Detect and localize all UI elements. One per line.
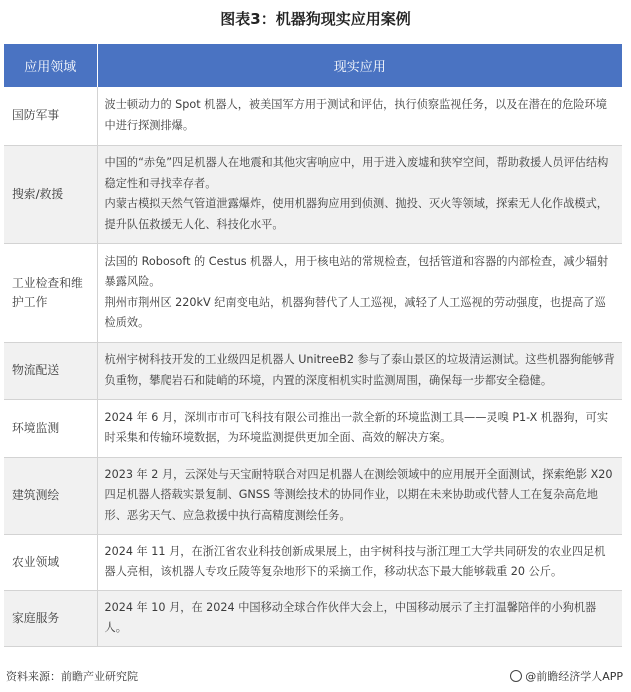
header-application: 现实应用 — [97, 44, 622, 87]
table-row — [4, 342, 622, 399]
header-field: 应用领域 — [4, 44, 97, 87]
row-paragraph: 波士顿动力的 Spot 机器人，被美国军方用于测试和评估，执行侦察监视任务，以及在潜在的危险环境中进行探测排爆。 — [104, 98, 607, 132]
row-category: 家庭服务 — [4, 590, 97, 646]
chart-title: 图表3：机器狗现实应用案例 — [220, 10, 411, 28]
row-paragraph: 法国的 Robosoft 的 Cestus 机器人，用于核电站的常规检查，包括管道和容器的内部检查，减少辐射暴露风险。 — [104, 254, 609, 288]
table-row — [4, 590, 622, 646]
row-category: 环境监测 — [4, 399, 97, 457]
table-header-row — [4, 44, 622, 87]
row-paragraph: 中国的“赤兔”四足机器人在地震和其他灾害响应中，用于进入废墟和狭窄空间，帮助救援人员评估结构稳定性和寻找幸存者。 — [104, 156, 609, 190]
row-description — [97, 342, 622, 399]
table-row — [4, 457, 622, 534]
row-paragraph: 荆州市荆州区 220kV 纪南变电站，机器狗替代了人工巡视，减轻了人工巡视的劳动强度，也提高了巡检质效。 — [104, 295, 606, 329]
row-description — [97, 457, 622, 534]
row-category: 国防军事 — [4, 87, 97, 145]
brand-logo-icon — [510, 670, 522, 682]
row-description — [97, 399, 622, 457]
application-table — [4, 44, 622, 647]
table-row — [4, 145, 622, 243]
row-paragraph: 内蒙古模拟天然气管道泄露爆炸，使用机器狗应用到侦测、抛投、灭火等领域，探索无人化作战模式，提升队伍救援无人化、科技化水平。 — [104, 197, 608, 231]
row-description — [97, 243, 622, 342]
row-paragraph: 杭州宇树科技开发的工业级四足机器人 UnitreeB2 参与了泰山景区的垃圾清运测试。这些机器狗能够背负重物，攀爬岩石和陡峭的环境，内置的深度相机实时监测周围，确保每一步都安全稳健。 — [104, 353, 615, 387]
brand-label: @前瞻经济学人APP — [525, 670, 623, 683]
row-category: 搜索/救援 — [4, 145, 97, 243]
row-paragraph: 2024 年 6 月，深圳市市可飞科技有限公司推出一款全新的环境监测工具——灵嗅 P1-X 机器狗，可实时采集和传输环境数据，为环境监测提供更加全面、高效的解决方案。 — [104, 410, 609, 444]
row-description — [97, 590, 622, 646]
brand-credit — [510, 668, 623, 684]
row-paragraph: 2024 年 11 月，在浙江省农业科技创新成果展上，由宇树科技与浙江理工大学共同研发的农业四足机器人亮相，该机器人专攻丘陵等复杂地形下的采摘工作，移动状态下最大能够载重 20 公斤。 — [104, 544, 606, 578]
table-row — [4, 87, 622, 145]
row-category: 物流配送 — [4, 342, 97, 399]
table-row — [4, 243, 622, 342]
row-description — [97, 87, 622, 145]
row-paragraph: 2023 年 2 月，云深处与天宝耐特联合对四足机器人在测绘领域中的应用展开全面测试，探索绝影 X20 四足机器人搭载实景复制、GNSS 等测绘技术的协同作业，以期在未来协助或代替人工在复杂高危地形、恶劣天气、应急救援中执行高精度测绘任务。 — [104, 467, 613, 522]
source-note: 资料来源：前瞻产业研究院 — [6, 670, 138, 683]
table-row — [4, 534, 622, 590]
row-description — [97, 145, 622, 243]
row-description — [97, 534, 622, 590]
table-row — [4, 399, 622, 457]
row-category: 工业检查和维护工作 — [4, 243, 97, 342]
row-category: 农业领域 — [4, 534, 97, 590]
row-category: 建筑测绘 — [4, 457, 97, 534]
row-paragraph: 2024 年 10 月，在 2024 中国移动全球合作伙伴大会上，中国移动展示了主打温馨陪伴的小狗机器人。 — [104, 600, 597, 634]
